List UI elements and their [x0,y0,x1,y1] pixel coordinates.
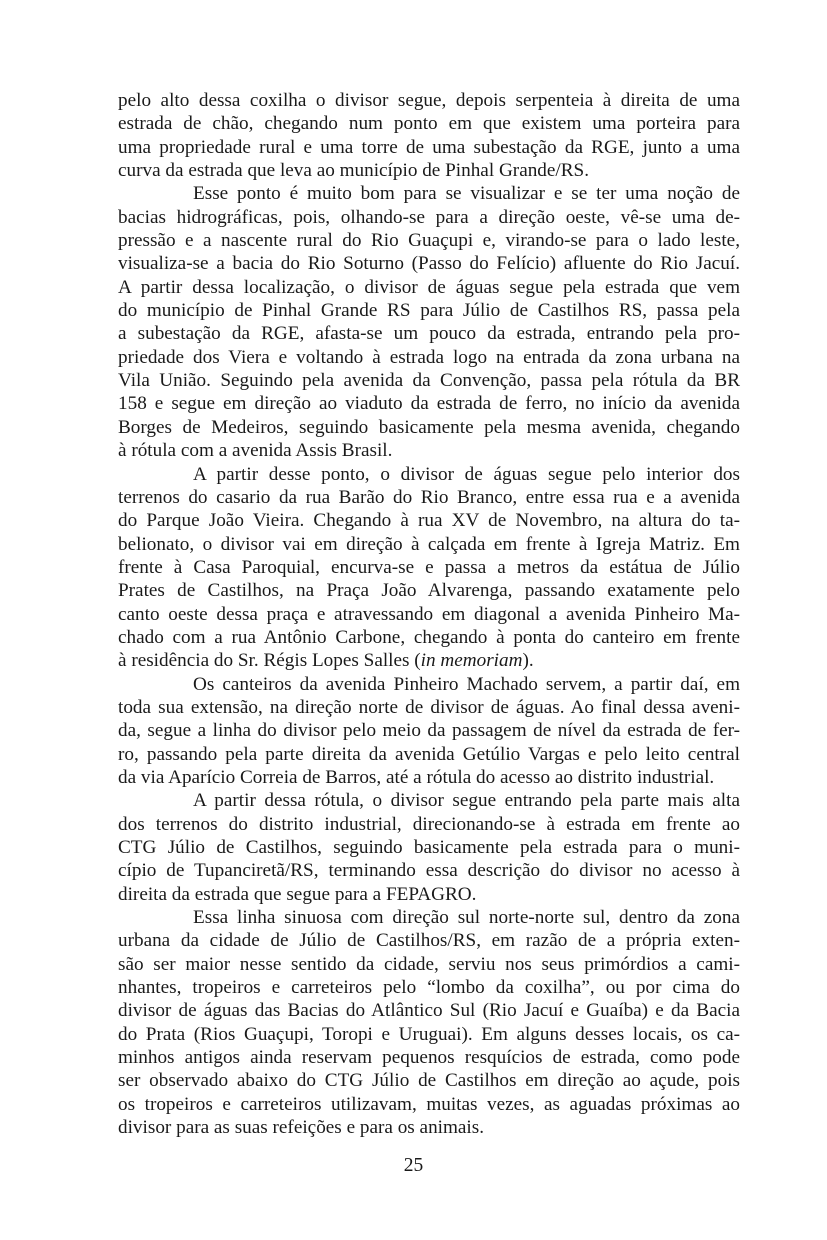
text-line: Prates de Castilhos, na Praça João Alvarenga, passando exatamente pelo [118,580,740,602]
text-line: visualiza-se a bacia do Rio Soturno (Passo do Felício) afluente do Rio Jacuí. [118,253,740,275]
text-line: curva da estrada que leva ao município de Pinhal Grande/RS. [118,160,590,182]
text-line: chado com a rua Antônio Carbone, chegando à ponta do canteiro em frente [118,626,740,648]
text-line: ser observado abaixo do CTG Júlio de Castilhos em direção ao açude, pois [118,1070,740,1092]
text-line: direita da estrada que segue para a FEPAGRO. [118,883,477,905]
text-line: cípio de Tupanciretã/RS, terminando essa descrição do divisor no acesso à [118,860,740,882]
text-line: estrada de chão, chegando num ponto em que existem uma porteira para [118,113,740,135]
text-line: Os canteiros da avenida Pinheiro Machado servem, a partir daí, em [193,673,740,695]
text-line: divisor para as suas refeições e para os animais. [118,1117,485,1139]
text-line: os tropeiros e carreteiros utilizavam, muitas vezes, as aguadas próximas ao [118,1093,740,1115]
text-line: terrenos do casario da rua Barão do Rio Branco, entre essa rua e a avenida [118,486,740,508]
text-line: belionato, o divisor vai em direção à calçada em frente à Igreja Matriz. Em [118,533,740,555]
text-line: pressão e a nascente rural do Rio Guaçupi e, virando-se para o lado leste, [118,230,740,252]
text-line: bacias hidrográficas, pois, olhando-se para a direção oeste, vê-se uma de- [118,206,740,228]
text-line: uma propriedade rural e uma torre de uma subestação da RGE, junto a uma [118,136,740,158]
text-line: toda sua extensão, na direção norte de divisor de águas. Ao final dessa aveni- [118,696,740,718]
paragraph-4 [118,673,740,790]
text-line: da, segue a linha do divisor pelo meio da passagem de nível da estrada de fer- [118,720,740,742]
text-line: Esse ponto é muito bom para se visualizar e se ter uma noção de [193,183,740,205]
text-line: à rótula com a avenida Assis Brasil. [118,440,393,462]
text-line: CTG Júlio de Castilhos, seguindo basicamente pela estrada para o muni- [118,837,740,858]
text-line: a subestação da RGE, afasta-se um pouco da estrada, entrando pela pro- [118,323,740,345]
text-line: A partir desse ponto, o divisor de águas segue pelo interior dos [193,463,740,485]
text-line: divisor de águas das Bacias do Atlântico Sul (Rio Jacuí e Guaíba) e da Bacia [118,1000,740,1022]
text-line: ro, passando pela parte direita da avenida Getúlio Vargas e pelo leito central [118,743,740,765]
text-line: urbana da cidade de Júlio de Castilhos/RS, em razão de a própria exten- [118,930,740,952]
paragraph-1 [118,89,740,182]
text-line: Borges de Medeiros, seguindo basicamente pela mesma avenida, chegando [118,416,740,438]
page-number: 25 [403,1155,424,1176]
text-line [118,649,740,672]
text-line: do Parque João Vieira. Chegando à rua XV de Novembro, na altura do ta- [118,510,740,532]
text-line: priedade dos Viera e voltando à estrada logo na entrada da zona urbana na [118,346,740,368]
italic-term: in memoriam [420,650,523,672]
paragraph-6 [118,906,740,1139]
text-segment: à residência do Sr. Régis Lopes Salles ( [118,650,421,672]
text-segment: ). [522,650,534,672]
text-line: são ser maior nesse sentido da cidade, serviu nos seus primórdios a cami- [118,953,740,975]
text-line: A partir dessa localização, o divisor de águas segue pela estrada que vem [118,276,740,298]
text-line: pelo alto dessa coxilha o divisor segue, depois serpenteia à direita de uma [118,90,740,111]
text-line: da via Aparício Correia de Barros, até a rótula do acesso ao distrito industrial. [118,766,715,788]
text-line: dos terrenos do distrito industrial, direcionando-se à estrada em frente ao [118,813,740,835]
text-line: canto oeste dessa praça e atravessando em diagonal a avenida Pinheiro Ma- [118,603,740,625]
paragraph-2 [118,182,740,462]
text-line: do município de Pinhal Grande RS para Júlio de Castilhos RS, passa pela [118,300,740,322]
text-line: nhantes, tropeiros e carreteiros pelo “lombo da coxilha”, ou por cima do [118,977,740,999]
text-line: 158 e segue em direção ao viaduto da estrada de ferro, no início da avenida [118,393,740,415]
text-line: minhos antigos ainda reservam pequenos resquícios de estrada, como pode [118,1047,740,1069]
text-line: A partir dessa rótula, o divisor segue entrando pela parte mais alta [193,790,740,812]
text-line: do Prata (Rios Guaçupi, Toropi e Uruguai). Em alguns desses locais, os ca- [118,1023,740,1045]
paragraph-3 [118,463,740,673]
paragraph-5 [118,789,740,906]
text-line: Essa linha sinuosa com direção sul norte-norte sul, dentro da zona [193,907,740,929]
page-body [118,89,740,1139]
text-line: Vila União. Seguindo pela avenida da Convenção, passa pela rótula da BR [118,370,740,392]
text-line: frente à Casa Paroquial, encurva-se e passa a metros da estátua de Júlio [118,556,740,578]
